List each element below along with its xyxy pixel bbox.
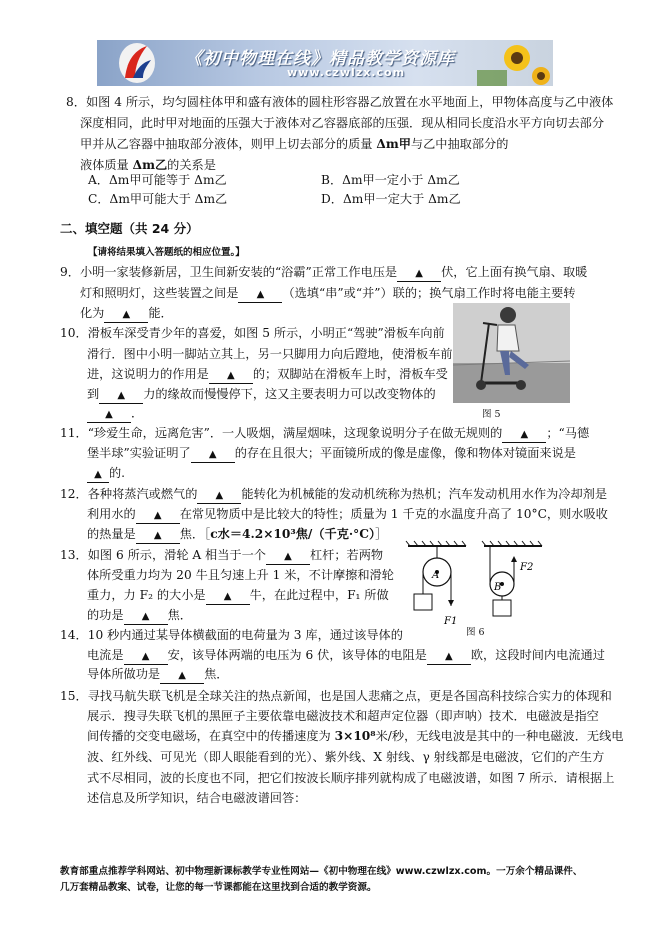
q8-line3: 甲并从乙容器中抽取部分液体，则甲上切去部分的质量 Δm甲与乙中抽取部分的: [80, 137, 509, 151]
footer-line2: 几万套精品教案、试卷，让您的每一节课都能在这里找到合适的教学资源。: [60, 882, 377, 893]
answer-blank[interactable]: ▲: [206, 588, 250, 605]
answer-blank[interactable]: ▲: [209, 367, 253, 384]
light-speed: 3×10⁸: [334, 729, 376, 743]
q14-line3: 导体所做功是 ▲ 焦．: [87, 666, 229, 684]
answer-blank[interactable]: ▲: [397, 265, 441, 282]
answer-blank[interactable]: ▲: [427, 648, 471, 665]
q15-line5: 式不尽相同，波的长度也不同，把它们按波长顺序排列就构成了电磁波谱，如图 7 所示．请根据上: [87, 771, 615, 785]
answer-blank[interactable]: ▲: [87, 406, 131, 423]
q15-line3: 间传播的交变电磁场，在真空中的传播速度为 3×10⁸米/秒，无线电波是其中的一种电磁波．无线电: [87, 729, 624, 743]
q9-line3: 化为 ▲ 能．: [80, 305, 173, 323]
q14-line2: 电流是 ▲ 安，该导体两端的电压为 6 伏，该导体的电阻是 ▲ 欧，这段时间内电流通过: [87, 647, 605, 665]
q11-line1: 11．“珍爱生命，远离危害”．一人吸烟，满屋烟味，这现象说明分子在做无规则的 ▲ ；“马德: [60, 425, 589, 443]
q11-line3: ▲ 的.: [87, 465, 125, 483]
label-b: B: [494, 582, 502, 593]
specific-heat-formula: c水＝4.2×10³焦/（千克·°C）: [210, 527, 376, 541]
figure-5-caption: 图 5: [482, 409, 501, 420]
figure-6-pulleys: [404, 540, 554, 632]
figure-6-caption: 图 6: [466, 627, 485, 638]
header-banner: [97, 40, 553, 86]
answer-blank[interactable]: ▲: [136, 507, 180, 524]
answer-blank[interactable]: ▲: [99, 387, 143, 404]
banner-title: 《初中物理在线》精品教学资源库: [185, 49, 455, 69]
q10-line1: 10．滑板车深受青少年的喜爱，如图 5 所示，小明正“驾驶”滑板车向前: [60, 326, 445, 340]
child-shirt: [497, 325, 519, 351]
q15-line2: 展示．搜寻失联飞机的黑匣子主要依靠电磁波技术和超声定位器（即声呐）技术．电磁波是指空: [87, 709, 599, 723]
footer-line1: 教育部重点推荐学科网站、初中物理新课标教学专业性网站—《初中物理在线》www.czwlzx.com。一万余个精品课件、: [60, 866, 583, 877]
q13-line1: 13．如图 6 所示，滑轮 A 相当于一个 ▲ 杠杆；若两物: [60, 547, 383, 565]
q11-line2: 堡半球”实验证明了 ▲ 的存在且很大；平面镜所成的像是虚像，像和物体对镜面来说是: [87, 445, 576, 463]
label-f1: F1: [444, 616, 458, 627]
answer-blank[interactable]: ▲: [136, 527, 180, 544]
label-f2: F2: [520, 562, 534, 573]
answer-blank[interactable]: ▲: [124, 648, 168, 665]
answer-blank[interactable]: ▲: [238, 286, 282, 303]
q13-line2: 体所受重力均为 20 牛且匀速上升 1 米，不计摩擦和滑轮: [87, 568, 394, 582]
answer-blank[interactable]: ▲: [87, 466, 109, 483]
delta-m-yi: Δm乙: [132, 158, 168, 172]
q8-option-b: B．Δm甲一定小于 Δm乙: [321, 173, 460, 187]
answer-blank[interactable]: ▲: [104, 306, 148, 323]
answer-blank[interactable]: ▲: [266, 548, 310, 565]
q15-line4: 波、红外线、可见光（即人眼能看到的光）、紫外线、X 射线、γ 射线都是电磁波，它们的产生方: [87, 750, 605, 764]
answer-blank[interactable]: ▲: [502, 426, 546, 443]
q9-line2: 灯和照明灯，这些装置之间是 ▲ （选填“串”或“并”）联的；换气扇工作时将电能主要转: [80, 285, 576, 303]
label-a: A: [432, 570, 440, 581]
q8-line4: 液体质量 Δm乙的关系是: [80, 158, 216, 172]
weight-a: [414, 594, 432, 610]
q13-line3: 重力，力 F₂ 的大小是 ▲ 牛，在此过程中，F₁ 所做: [87, 587, 389, 605]
answer-blank[interactable]: ▲: [124, 608, 168, 625]
q10-line5: ▲ ．: [87, 405, 143, 423]
q12-line1: 12．各种将蒸汽或燃气的 ▲ 能转化为机械能的发动机统称为热机；汽车发动机用水作为冷却剂是: [60, 486, 607, 504]
q8-option-d: D．Δm甲一定大于 Δm乙: [321, 192, 461, 206]
q10-line3: 进，这说明力的作用是 ▲ 的；双脚站在滑板车上时，滑板车受: [87, 366, 448, 384]
q12-line2: 利用水的 ▲ 在常见物质中是比较大的特性；质量为 1 千克的水温度升高了 10°C，则水吸收: [87, 506, 608, 524]
answer-blank[interactable]: ▲: [197, 487, 241, 504]
q10-line2: 滑行．图中小明一脚站立其上，另一只脚用力向后蹬地，使滑板车前: [87, 347, 453, 361]
weight-b: [493, 600, 511, 616]
q10-line4: 到 ▲ 力的缘故而慢慢停下，这又主要表明力可以改变物体的: [87, 386, 436, 404]
q8-option-c: C．Δm甲可能大于 Δm乙: [88, 192, 228, 206]
q15-line6: 述信息及所学知识，结合电磁波谱回答：: [87, 791, 307, 805]
section-title: 二、填空题（共 24 分）: [60, 221, 199, 236]
q15-line1: 15．寻找马航失联飞机是全球关注的热点新闻，也是国人悲痛之点，更是各国高科技综合实力的体现和: [60, 689, 612, 703]
q13-line4: 的功是 ▲ 焦．: [87, 607, 192, 625]
banner-url: www.czwlzx.com: [287, 66, 406, 79]
section-hint: 【请将结果填入答题纸的相应位置。】: [88, 247, 245, 258]
q9-line1: 9．小明一家装修新居，卫生间新安装的“浴霸”正常工作电压是 ▲ 伏，它上面有换气扇、取暖: [60, 264, 587, 282]
child-head: [500, 307, 516, 323]
delta-m-jia: Δm甲: [376, 137, 411, 151]
answer-blank[interactable]: ▲: [191, 446, 235, 463]
answer-blank[interactable]: ▲: [160, 667, 204, 684]
figure-5-scooter: [453, 303, 570, 403]
q8-option-a: A．Δm甲可能等于 Δm乙: [88, 173, 227, 187]
q14-line1: 14．10 秒内通过某导体横截面的电荷量为 3 库，通过该导体的: [60, 628, 403, 642]
q8-line1: 8．如图 4 所示，均匀圆柱体甲和盛有液体的圆柱形容器乙放置在水平地面上，甲物体高度与乙中液体: [66, 95, 614, 109]
q12-line3: 的热量是 ▲ 焦．［c水＝4.2×10³焦/（千克·°C）］: [87, 526, 387, 544]
q8-line2: 深度相同，此时甲对地面的压强大于液体对乙容器底部的压强．现从相同长度沿水平方向切去部分: [80, 116, 605, 130]
